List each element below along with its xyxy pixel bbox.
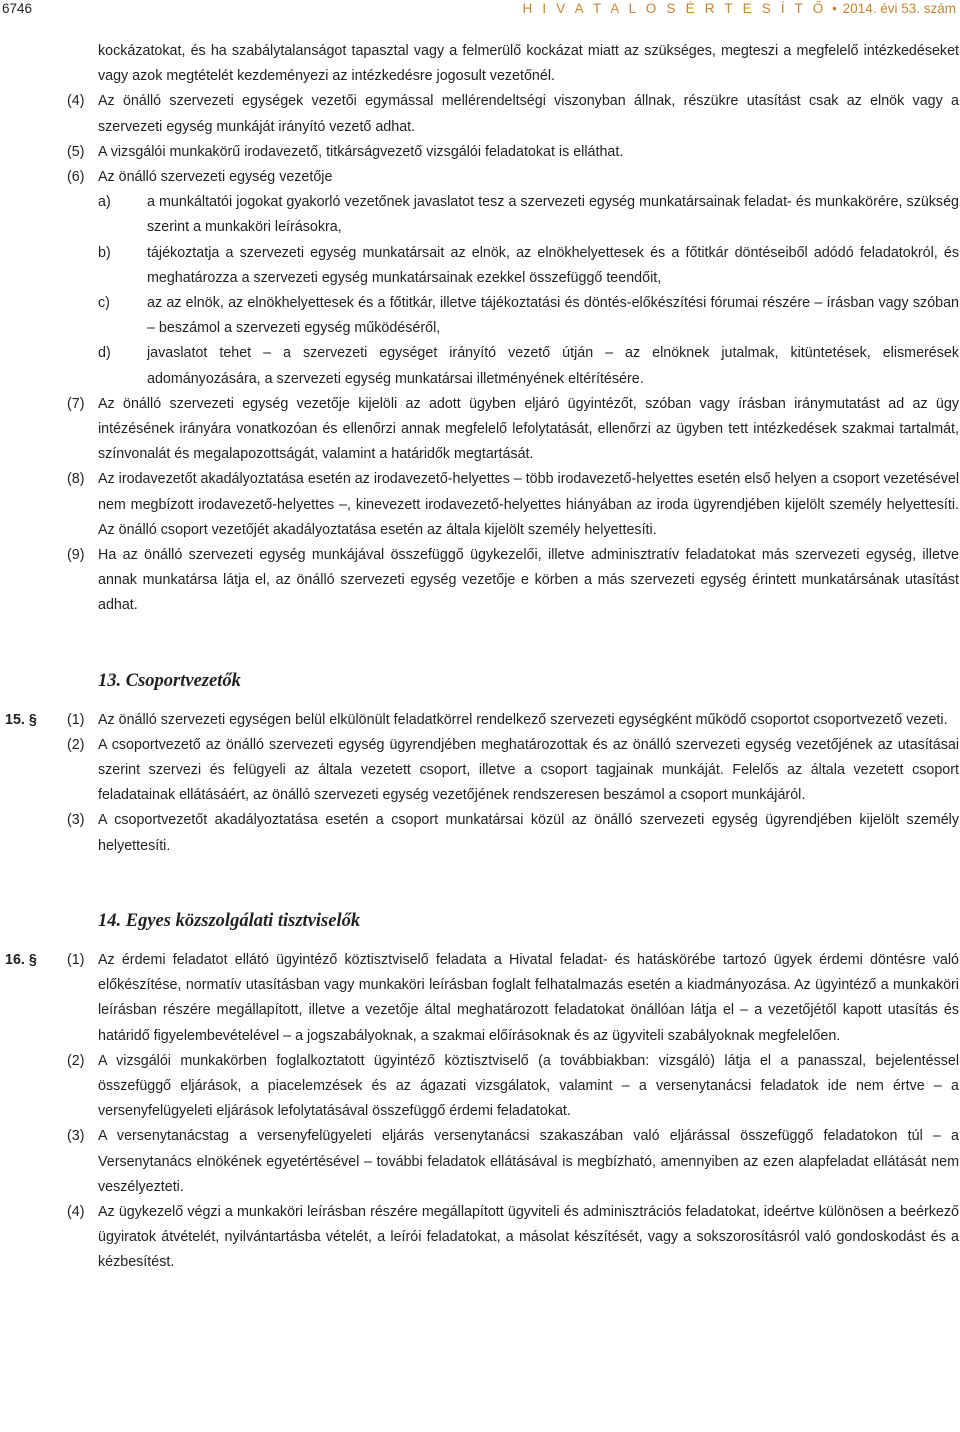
paragraph-number: (2) <box>67 736 85 753</box>
list-item-label: b) <box>98 244 111 261</box>
paragraph-7 <box>67 392 959 468</box>
paragraph-text: Az érdemi feladatot ellátó ügyintéző köztisztviselő feladata a Hivatal feladat- és hatáskörébe tartozó ügyek érdemi döntésre való előkészítése, normatív utasításban vagy munkaköri leírásban foglalt felhatalmazás esetén a kiadmányozása. Az ügyintéző a munkaköri leírásban részére megállapított, illetve a vezetője által meghatározott feladatokat önállóan látja el – a vezetőjétől kapott utasítás és határidő figyelembevételével – a jogszabályoknak, a szakmai előírásoknak és az ügyviteli szabályoknak megfelelően. <box>98 951 959 1044</box>
list-item <box>67 341 959 391</box>
paragraph-16-2 <box>67 1049 959 1125</box>
paragraph-text: Ha az önálló szervezeti egység munkájával összefüggő ügykezelői, illetve adminisztratív feladatokat más szervezeti egység, illetve annak munkatársa látja el, az önálló szervezeti egység vezetője e körben a más szervezeti egység érintett munkatársának utasítást adhat. <box>98 547 959 614</box>
paragraph-text: A csoportvezetőt akadályoztatása esetén a csoport munkatársai közül az önálló szervezeti egység ügyrendjében kijelölt személy helyettesíti. <box>98 812 959 854</box>
section-heading-14: 14. Egyes közszolgálati tisztviselők <box>98 910 361 931</box>
paragraph-number: (3) <box>67 1128 85 1145</box>
paragraph-9 <box>67 543 959 619</box>
paragraph-number: (1) <box>67 711 85 728</box>
section-number: 15. § <box>5 711 37 728</box>
page-header <box>0 0 960 20</box>
section-number: 16. § <box>5 951 37 968</box>
list-item <box>67 241 959 291</box>
paragraph-16-3 <box>67 1124 959 1200</box>
list-item <box>67 190 959 240</box>
list-item-text: a munkáltatói jogokat gyakorló vezetőnek javaslatot tesz a szervezeti egység munkatársainak feladat- és munkakörére, szükség szerint a munkaköri leírásokra, <box>147 194 959 236</box>
page-number: 6746 <box>2 1 33 16</box>
bullet: • <box>832 1 837 16</box>
paragraph-number: (8) <box>67 471 85 488</box>
paragraph-text: A vizsgálói munkakörben foglalkoztatott ügyintéző köztisztviselő (a továbbiakban: vizsgáló) látja el a panasszal, bejelentéssel összefüggő eljárások, a piacelemzések és az ágazati vizsgálatok, valamint – a versenytanácsi feladatok ide nem értve – a versenyfelügyeleti eljárások lefolytatásával összefüggő érdemi feladatokat. <box>98 1052 959 1120</box>
paragraph-8 <box>67 467 959 543</box>
list-item <box>67 291 959 341</box>
list-item-label: d) <box>98 345 111 362</box>
list-item-text: tájékoztatja a szervezeti egység munkatársait az elnök, az elnökhelyettesek és a főtitkár döntéseiből adódó feladatokról, és meghatározza a szervezeti egység munkatársainak ezekkel összefüggő teendőit, <box>147 244 959 286</box>
paragraph-text: Az önálló szervezeti egységen belül elkülönült feladatkörrel rendelkező szervezeti egységként működő csoportot csoportvezető vezeti. <box>98 711 948 728</box>
paragraph-number: (4) <box>67 93 85 110</box>
journal-title: H I V A T A L O S É R T E S Í T Ő <box>522 1 827 16</box>
paragraph-number: (6) <box>67 169 85 186</box>
issue-number: 2014. évi 53. szám <box>842 1 956 16</box>
paragraph-15-2 <box>67 733 959 809</box>
paragraph-text: A vizsgálói munkakörű irodavezető, titkárságvezető vizsgálói feladatokat is elláthat. <box>98 143 624 160</box>
paragraph-number: (9) <box>67 547 85 564</box>
paragraph-number: (1) <box>67 951 85 968</box>
paragraph-4 <box>67 89 959 139</box>
paragraph-15-3 <box>67 808 959 858</box>
paragraph-text: Az ügykezelő végzi a munkaköri leírásban részére megállapított ügyviteli és adminisztrációs feladatokat, ideértve különösen a beérkező ügyiratok átvételét, nyilvántartásba vételét, a leírói feladatokat, a másolat készítését, vagy a sokszorosításról való gondoskodást és a kézbesítést. <box>98 1203 959 1271</box>
list-item-text: javaslatot tehet – a szervezeti egységet irányító vezető útján – az elnöknek jutalmak, kitüntetések, elismerések adományozására, a szervezeti egység munkatársai illetményének eltérítésére. <box>147 345 959 387</box>
list-item-text: az az elnök, az elnökhelyettesek és a főtitkár, illetve tájékoztatási és döntés-előkészítési fórumai részére – írásban vagy szóban – beszámol a szervezeti egység működéséről, <box>147 295 959 337</box>
list-item-label: c) <box>98 295 110 312</box>
paragraph-5 <box>67 140 959 165</box>
section-heading-13: 13. Csoportvezetők <box>98 670 241 691</box>
section-15 <box>5 708 959 859</box>
paragraph-text: Az irodavezetőt akadályoztatása esetén az irodavezető-helyettes – több irodavezető-helyettes esetén első helyen a csoport vezetésével nem megbízott irodavezető-helyettes –, kinevezett irodavezető-helyettes hiányában az iroda ügyrendjében kijelölt személy helyettesíti. Az önálló csoport vezetőjét akadályoztatása esetén az általa kijelölt személy helyettesíti. <box>98 471 959 538</box>
running-head <box>522 1 956 16</box>
paragraph-text: A versenytanácstag a versenyfelügyeleti eljárás versenytanácsi szakaszában való eljárással összefüggő feladatokon túl – a Versenytanács elnökének egyetértésével – további feladatok ellátásával is megbízható, amennyiben az ezen alapfeladat ellátását nem veszélyezteti. <box>98 1128 959 1195</box>
paragraph-text: Az önálló szervezeti egységek vezetői egymással mellérendeltségi viszonyban állnak, részükre utasítást csak az elnök vagy a szervezeti egység munkáját irányító vezető adhat. <box>98 93 959 135</box>
paragraph-text: Az önálló szervezeti egység vezetője <box>98 169 333 186</box>
paragraph-text: Az önálló szervezeti egység vezetője kijelöli az adott ügyben eljáró ügyintézőt, szóban vagy írásban iránymutatást ad az ügy intézésének irányára vonatkozóan és ellenőrzi annak megfelelő lefolytatását, ellenőrzi az ügyben tett intézkedések szakmai tartalmát, színvonalát és megalapozottságát, valamint a határidők megtartását. <box>98 395 959 463</box>
paragraph-number: (5) <box>67 143 85 160</box>
document-body <box>5 39 959 1276</box>
paragraph-number: (2) <box>67 1052 85 1069</box>
paragraph-16-4 <box>67 1200 959 1276</box>
carry-over-paragraph: kockázatokat, és ha szabálytalanságot tapasztal vagy a felmerülő kockázat miatt az szükséges, megteszi a megfelelő intézkedéseket vagy azok megtételét kezdeményezi az intézkedésre jogosult vezetőnél. <box>98 43 959 85</box>
paragraph-number: (4) <box>67 1203 85 1220</box>
paragraph-15-1 <box>67 708 959 733</box>
paragraph-text: A csoportvezető az önálló szervezeti egység ügyrendjében meghatározottak és az önálló szervezeti egység vezetőjének az utasításai szerint szervezi és felügyeli az általa vezetett csoport, illetve a csoport tagjainak munkáját. Felelős az általa vezetett csoport feladatainak ellátásáért, az önálló szervezeti egység vezetőjének rendszeresen beszámol a csoport munkájáról. <box>98 736 959 804</box>
list-item-label: a) <box>98 194 111 211</box>
paragraph-16-1 <box>67 948 959 1049</box>
paragraph-6 <box>67 165 959 190</box>
paragraph-number: (3) <box>67 812 85 829</box>
section-16 <box>5 948 959 1276</box>
paragraph-number: (7) <box>67 395 85 412</box>
